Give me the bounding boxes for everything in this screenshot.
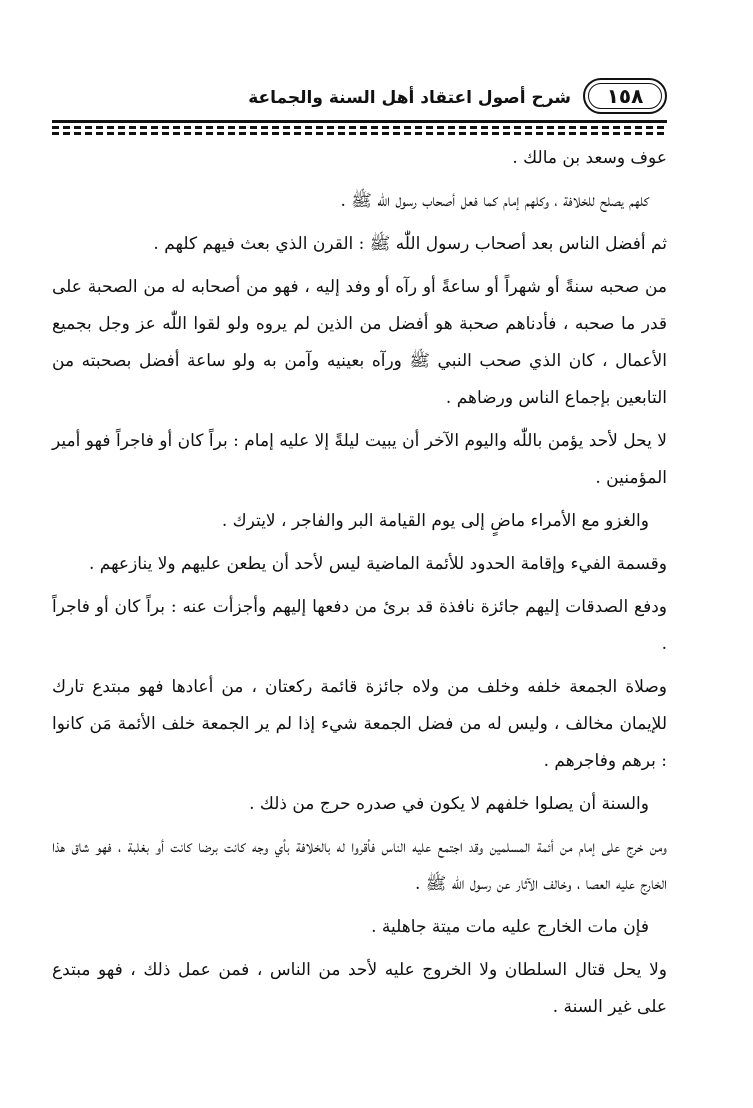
paragraph: والغزو مع الأمراء ماضٍ إلى يوم القيامة البر والفاجر ، لايترك . — [221, 511, 649, 531]
paragraph: عوف وسعد بن مالك . — [512, 148, 667, 168]
paragraph: والسنة أن يصلوا خلفهم لا يكون في صدره حرج من ذلك . — [249, 794, 649, 814]
body-text — [52, 140, 667, 1032]
paragraph: ثم أفضل الناس بعد أصحاب رسول اللّٰه ﷺ : القرن الذي بعث فيهم كلهم . — [153, 234, 667, 254]
paragraph: كلهم يصلح للخلافة ، وكلهم إمام كما فعل أصحاب رسول اللّٰه ﷺ . — [340, 191, 649, 211]
page-header — [52, 78, 667, 120]
page-number-badge — [583, 78, 667, 114]
paragraph: ومن خرج على إمام من أئمة المسلمين وقد اجتمع عليه الناس فأقروا له بالخلافة بأي وجه كانت برضا كانت أو بغلبة ، فهو شاق هذا الخارج عليه العصا ، وخالف الآثار عن رسول اللّٰه ﷺ . — [52, 837, 667, 894]
paragraph: لا يحل لأحد يؤمن باللّٰه واليوم الآخر أن يبيت ليلةً إلا عليه إمام : براً كان أو فاجراً فهو أمير المؤمنين . — [52, 431, 667, 488]
paragraph: ولا يحل قتال السلطان ولا الخروج عليه لأحد من الناس ، فمن عمل ذلك ، فهو مبتدع على غير السنة . — [52, 960, 667, 1017]
header-rule-dashed-1 — [52, 126, 667, 129]
header-rule-dashed-2 — [52, 132, 667, 135]
paragraph: من صحبه سنةً أو شهراً أو ساعةً أو رآه أو وفد إليه ، فهو من أصحابه له من الصحبة على قدر ما صحبه ، فأدناهم صحبة هو أفضل من الذين لم يروه ولو لقوا اللّٰه عز وجل بجميع الأعمال ، كان الذي صحب النبي ﷺ ورآه بعينيه وآمن به ولو ساعة أفضل بصحبته من التابعين بإجماع الناس ورضاهم . — [52, 277, 668, 408]
running-title: شرح أصول اعتقاد أهل السنة والجماعة — [248, 88, 571, 108]
paragraph: ودفع الصدقات إليهم جائزة نافذة قد برئ من دفعها إليهم وأجزأت عنه : براً كان أو فاجراً . — [52, 597, 667, 654]
header-rule-thick — [52, 120, 667, 123]
page-number: ١٥٨ — [606, 84, 644, 108]
paragraph: فإن مات الخارج عليه مات ميتة جاهلية . — [371, 917, 649, 937]
paragraph: وقسمة الفيء وإقامة الحدود للأئمة الماضية ليس لأحد أن يطعن عليهم ولا ينازعهم . — [88, 554, 667, 574]
paragraph: وصلاة الجمعة خلفه وخلف من ولاه جائزة قائمة ركعتان ، من أعادها فهو مبتدع تارك للإيمان مخالف ، وليس له من فضل الجمعة شيء إذا لم ير الجمعة خلف الأئمة مَن كانوا : برهم وفاجرهم . — [52, 677, 667, 771]
